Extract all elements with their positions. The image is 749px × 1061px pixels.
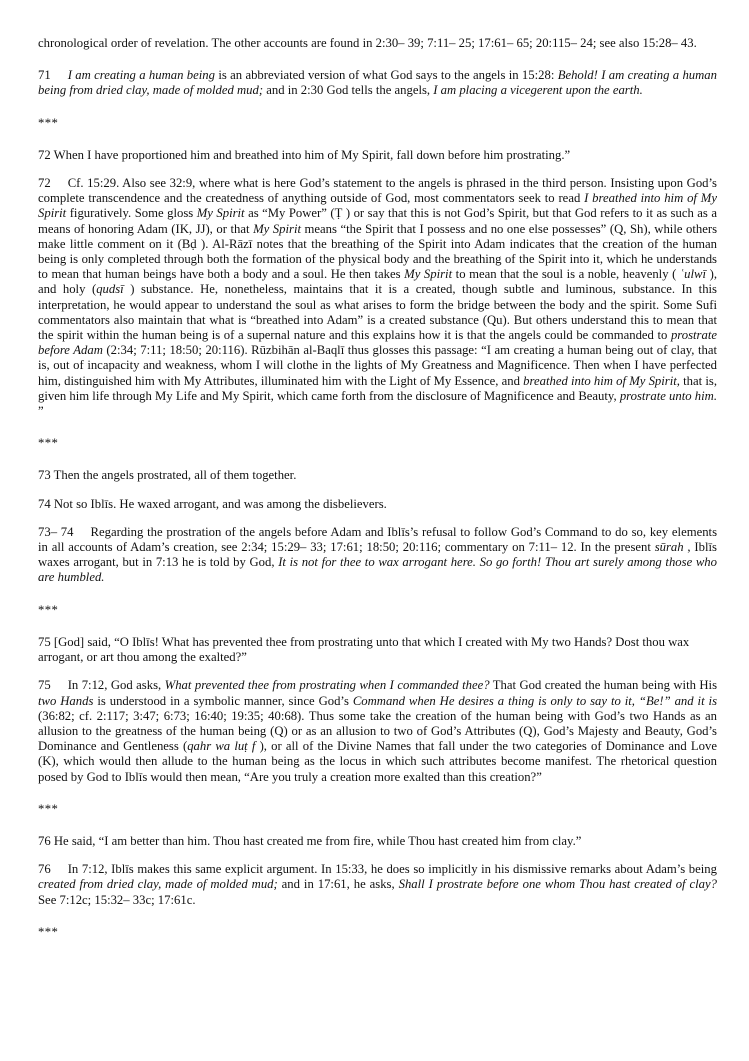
plain-text: chronological order of revelation. The other accounts are found in 2:30– 39; 7:11– 25; 17:61– 65; 20:115– 24; see also 15:28– 43.	[38, 36, 697, 50]
page-content	[38, 36, 717, 940]
plain-text: Cf. 15:29. Also see 32:9, where what is here God’s statement to the angels is phrased in the third person. Insisting upon God’s complete transcendence and the createdness of anything outside of God, most commentators seek to read	[38, 176, 717, 206]
plain-text: and in 17:61, he asks,	[277, 877, 399, 892]
plain-text: means “the Spirit that I possess and no one else possesses” (Q, Sh), while others make little comment on it (Bḍ ). Al-Rāzī notes that the breathing of the Spirit into Adam indicates that the creation of the human being is only completed through both the formation of the physical body and the breathing of the Spirit into it, which he understands to mean that human beings have both a body and a soul. He then takes	[38, 221, 718, 282]
quoted-text: prostrate unto him.	[619, 388, 717, 403]
quoted-text: I am creating a human being	[67, 68, 215, 83]
quoted-text: My Spirit	[253, 221, 302, 236]
plain-text: is an abbreviated version of what God says to the angels in 15:28:	[215, 68, 558, 83]
quoted-text: ʿulwī	[679, 267, 707, 282]
plain-text: (2:34; 7:11; 18:50; 20:116). Rūzbihān al-Baqlī thus glosses this passage: “I am creating a human being out of clay, that is, out of incapacity and weakness, whom I will clothe in the lights of My Greatness and Magnificence. Then when I have perfected him, distinguished him with My Attributes, illuminated him with the Light of My Essence, and	[38, 343, 717, 388]
plain-text: 74 Not so Iblīs. He waxed arrogant, and was among the disbelievers.	[38, 496, 387, 511]
verse-marker: 75	[38, 678, 51, 693]
plain-text: ), and holy (	[38, 267, 717, 297]
block-spacer	[38, 131, 717, 148]
quoted-text: What prevented thee from prostrating when I commanded thee?	[164, 678, 490, 693]
plain-text: that is, given him life through My Life and My Spirit, which came forth from the disclosure of Magnificence and Beauty,	[38, 373, 718, 403]
commentary-paragraph	[38, 862, 717, 908]
plain-text: to mean that the soul is a noble, heavenly (	[452, 267, 680, 282]
verse-marker: 72	[38, 176, 51, 191]
plain-text: is understood in a symbolic manner, since God’s	[93, 693, 353, 708]
verse-text	[38, 834, 717, 849]
quoted-text: prostrate before Adam	[38, 328, 717, 358]
plain-text: Regarding the prostration of the angels before Adam and Iblīs’s refusal to follow God’s Command to do so, key elements in all accounts of Adam’s creation, see 2:34; 15:29– 33; 17:61; 18:50; 20:116; commentary on 7:11– 12. In the present	[38, 524, 718, 555]
section-separator: ***	[38, 924, 59, 939]
plain-text: ), or all of the Divine Names that fall under the two categories of Dominance and Love (K), which would then allude to the human being as the locus in which such attributes become manifest. The rhetorical question posed by God to Iblīs would then mean, “Are you truly a creation more exalted than this creation?”	[38, 739, 717, 784]
block-spacer	[38, 849, 717, 862]
plain-text: In 7:12, Iblīs makes this same explicit argument. In 15:33, he does so implicitly in his dismissive remarks about Adam’s being	[67, 862, 717, 877]
block-spacer	[38, 451, 717, 468]
block-spacer	[38, 51, 717, 68]
block-spacer	[38, 817, 717, 834]
block-spacer	[38, 618, 717, 635]
block-spacer	[38, 785, 717, 802]
verse-marker: 76	[38, 862, 51, 877]
block-spacer	[38, 419, 717, 436]
quoted-text: It is not for thee to wax arrogant here. So go forth! Thou art surely among those who are humbled.	[38, 555, 717, 585]
commentary-paragraph	[38, 68, 717, 98]
plain-text: In 7:12, God asks,	[67, 678, 165, 693]
plain-text: That God created the human being with His	[489, 678, 718, 693]
quoted-text: I am placing a vicegerent upon the earth.	[433, 83, 643, 98]
quoted-text: two Hands	[38, 693, 94, 708]
marker-spacer	[51, 678, 68, 693]
quoted-text: sūrah	[654, 540, 684, 555]
quoted-text: Behold! I am creating a human being from dried clay, made of molded mud;	[38, 68, 717, 98]
plain-text: 72 When I have proportioned him and breathed into him of My Spirit, fall down before him prostrating.”	[38, 147, 571, 162]
marker-spacer	[74, 525, 91, 540]
block-spacer	[38, 163, 717, 176]
quoted-text: My Spirit	[404, 267, 453, 282]
section-separator: ***	[38, 602, 59, 617]
commentary-paragraph	[38, 678, 717, 784]
section-separator: ***	[38, 801, 59, 816]
block-spacer	[38, 908, 717, 925]
quoted-text: qudsī	[96, 282, 124, 297]
commentary-paragraph	[38, 176, 717, 419]
block-spacer	[38, 484, 717, 497]
quoted-text: breathed into him of My Spirit,	[523, 373, 680, 388]
verse-marker: 71	[38, 68, 51, 83]
verse-marker: 73– 74	[38, 524, 74, 539]
plain-text: 76 He said, “I am better than him. Thou hast created me from fire, while Thou hast created him from clay.”	[38, 833, 582, 848]
verse-text	[38, 497, 717, 512]
quoted-text: Shall I prostrate before one whom Thou hast created of clay?	[398, 877, 717, 892]
section-separator: ***	[38, 115, 59, 130]
block-spacer	[38, 665, 717, 678]
plain-text: , Iblīs waxes arrogant, but in 7:13 he is told by God,	[38, 540, 717, 570]
commentary-paragraph	[38, 525, 717, 586]
plain-text: as “My Power” (Ṭ ) or say that this is not God’s Spirit, but that God refers to it as such as a means of honoring Adam (IK, JJ), or that	[38, 206, 717, 236]
block-spacer	[38, 586, 717, 603]
verse-text	[38, 148, 717, 163]
marker-spacer	[51, 176, 68, 191]
plain-text: (36:82; cf. 2:117; 3:47; 6:73; 16:40; 19:35; 40:68). Thus some take the creation of the human being with God’s two Hands as an allusion to the greatness of the human being (Q) or as an allusion to two of God’s Attributes (Q), God’s Majesty and Beauty, God’s Dominance and Gentleness (	[38, 708, 717, 754]
plain-text: figuratively. Some gloss	[66, 206, 197, 221]
quoted-text: My Spirit	[196, 206, 245, 221]
plain-text: and in 2:30 God tells the angels,	[263, 83, 434, 98]
marker-spacer	[51, 862, 68, 877]
quoted-text: qahr wa luṭ f	[187, 739, 256, 754]
quoted-text: created from dried clay, made of molded mud;	[38, 877, 278, 892]
plain-text: 75 [God] said, “O Iblīs! What has prevented thee from prostrating unto that which I created with My two Hands? Dost thou wax arrogant, or art thou among the exalted?”	[38, 634, 690, 665]
verse-text	[38, 468, 717, 483]
quoted-text: I breathed into him of My Spirit	[38, 191, 717, 221]
block-spacer	[38, 512, 717, 525]
plain-text: 73 Then the angels prostrated, all of them together.	[38, 468, 297, 483]
section-separator: ***	[38, 436, 59, 451]
body-paragraph	[38, 36, 717, 51]
plain-text: ”	[38, 404, 44, 419]
quoted-text: Command when He desires a thing is only to say to it, “Be!” and it is	[352, 693, 718, 708]
marker-spacer	[51, 68, 68, 83]
plain-text: See 7:12c; 15:32– 33c; 17:61c.	[38, 892, 196, 907]
plain-text: ) substance. He, nonetheless, maintains that it is a created, though subtle and luminous, substance. In this interpretation, he would appear to understand the soul as what arises to form the bridge between the body and the spirit. Some Sufi commentators also maintain that what is “breathed into Adam” is a created substance (Qu). But others understand this to mean that the spirit within the human being is of a supernal nature and this explains how it is that the angels could be commanded to	[38, 282, 717, 343]
block-spacer	[38, 99, 717, 116]
verse-text	[38, 635, 717, 665]
